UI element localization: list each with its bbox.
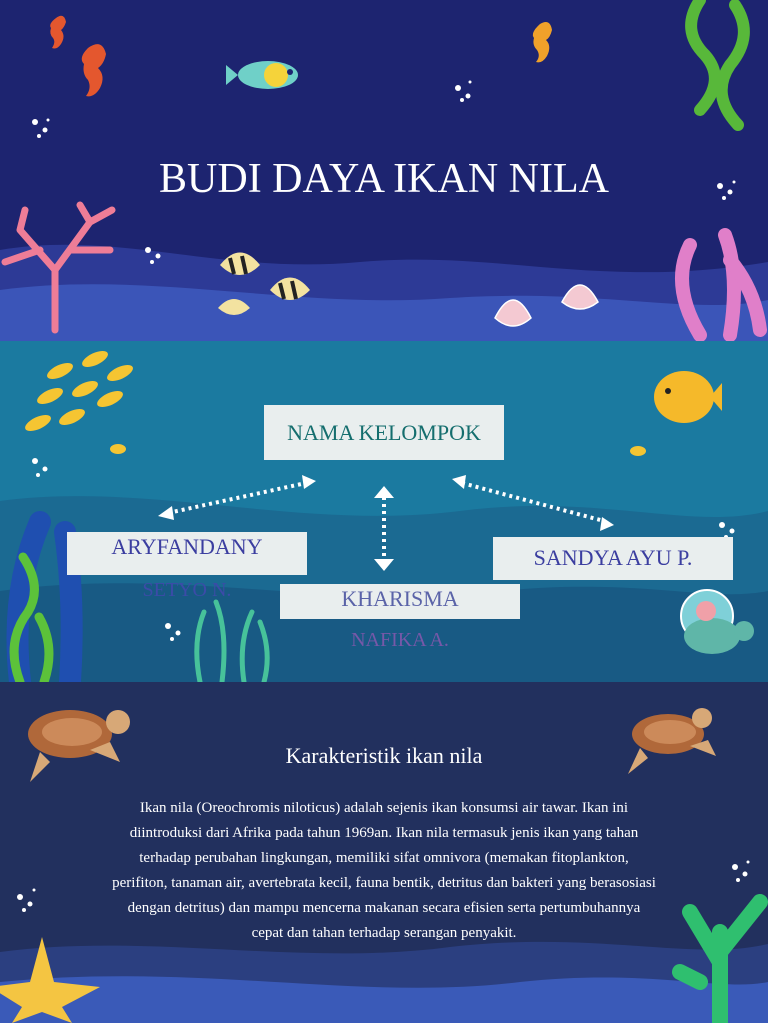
slide-title [0, 0, 768, 341]
member-name-line2: SETYO N. [142, 579, 232, 601]
description-paragraph: Ikan nila (Oreochromis niloticus) adalah sejenis ikan konsumsi air tawar. Ikan ini diintroduksi dari Afrika pada tahun 1969an. Ikan nila termasuk jenis ikan yang tahan terhadap perubahan lingkungan, memiliki sifat omnivora (memakan fitoplankton, perifiton, tanaman air, avertebrata kecil, fauna bentik, detritus dan bakteri yang berasosiasi dengan detritus) dan mampu mencerna makanan secara efisien serta pertumbuhannya cepat dan tahan terhadap serangan penyakit. [112, 800, 656, 941]
slide-group-members [0, 341, 768, 682]
presentation-title: BUDI DAYA IKAN NILA [159, 156, 609, 202]
seahorse-icon [50, 16, 106, 97]
slide-characteristics [0, 682, 768, 1023]
seahorse-icon [533, 22, 552, 62]
group-title-box: NAMA KELOMPOK [264, 405, 504, 460]
seaweed-icon [691, 0, 744, 125]
member-name-line2: NAFIKA A. [351, 629, 449, 651]
yellow-fish-icon [654, 371, 722, 423]
member-box-aryfandany: ARYFANDANY [67, 532, 307, 575]
section-heading: Karakteristik ikan nila [285, 743, 483, 768]
clownfish-icon [226, 61, 298, 89]
member-box-sandya: SANDYA AYU P. [493, 537, 733, 580]
member-box-kharisma: KHARISMA [280, 584, 520, 619]
